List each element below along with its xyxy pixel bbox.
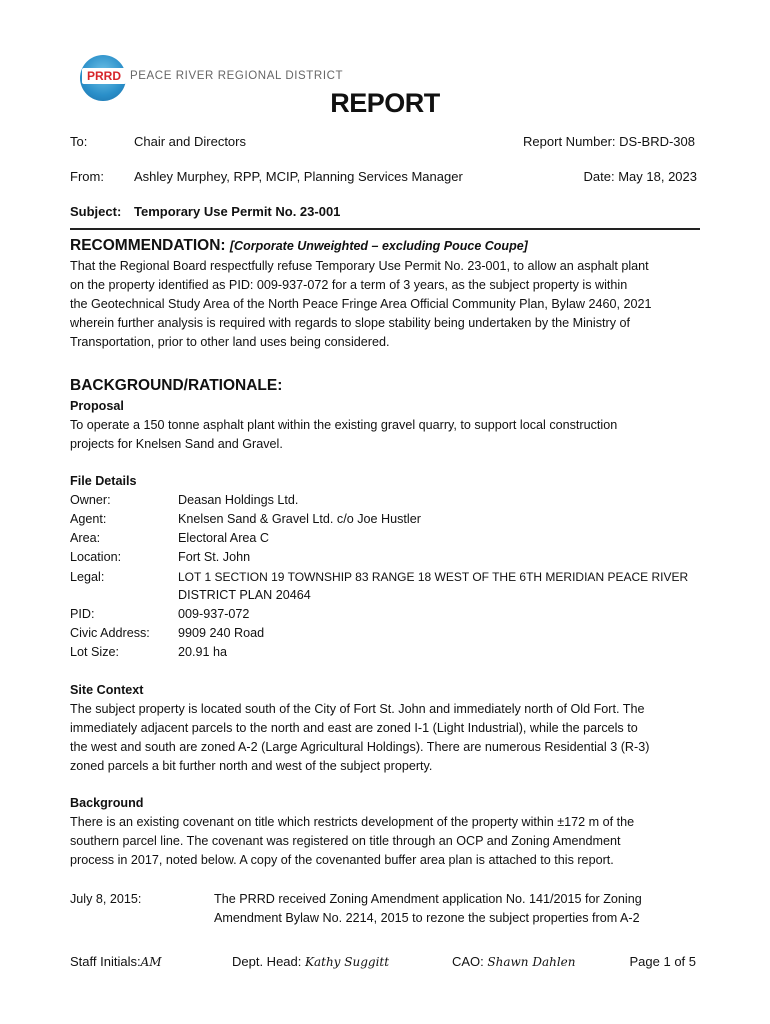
site-context-line: the west and south are zoned A-2 (Large Agricultural Holdings). There are numerous Residential 3 (R-3) [70,740,650,754]
subject-value: Temporary Use Permit No. 23-001 [134,204,341,219]
civic-address-label: Civic Address: [70,626,150,640]
location-value: Fort St. John [178,550,251,564]
proposal-line: To operate a 150 tonne asphalt plant within the existing gravel quarry, to support local construction [70,418,618,432]
dept-head [232,954,389,969]
background-line: process in 2017, noted below. A copy of the covenanted buffer area plan is attached to this report. [70,853,614,867]
staff-initials-signature: AM [140,955,162,969]
recommendation-line: Transportation, prior to other land uses being considered. [70,335,390,349]
pid-value: 009-937-072 [178,607,250,621]
to-value: Chair and Directors [134,134,246,149]
staff-initials-label: Staff Initials: [70,954,141,969]
pid-label: PID: [70,607,95,621]
org-name: PEACE RIVER REGIONAL DISTRICT [130,70,344,82]
legal-value: LOT 1 SECTION 19 TOWNSHIP 83 RANGE 18 WEST OF THE 6TH MERIDIAN PEACE RIVER [178,570,689,584]
background-heading: Background [70,796,144,810]
timeline-line: The PRRD received Zoning Amendment application No. 141/2015 for Zoning [214,892,642,906]
recommendation-line: That the Regional Board respectfully refuse Temporary Use Permit No. 23-001, to allow an asphalt plant [70,259,649,273]
recommendation-line: wherein further analysis is required with regards to slope stability being undertaken by the Ministry of [70,316,631,330]
timeline-date: July 8, 2015: [70,892,142,906]
site-context-line: immediately adjacent parcels to the north and east are zoned I-1 (Light Industrial), while the parcels to [70,721,638,735]
site-context-heading: Site Context [70,683,144,697]
site-context-line: zoned parcels a bit further north and west of the subject property. [70,759,433,773]
cao-signature: Shawn Dahlen [487,955,576,969]
proposal-heading: Proposal [70,399,124,413]
recommendation-title: RECOMMENDATION: [70,237,226,254]
site-context-line: The subject property is located south of the City of Fort St. John and immediately north of Old Fort. The [70,702,645,716]
area-value: Electoral Area C [178,531,269,545]
recommendation-heading [70,237,528,255]
file-details-heading: File Details [70,474,137,488]
cao [452,954,576,969]
report-date: Date: May 18, 2023 [583,169,697,184]
header-divider [70,228,700,230]
owner-label: Owner: [70,493,111,507]
dept-head-label: Dept. Head: [232,954,302,969]
from-label: From: [70,169,104,184]
page-number: Page 1 of 5 [629,954,696,969]
owner-value: Deasan Holdings Ltd. [178,493,299,507]
background-rationale-heading: BACKGROUND/RATIONALE: [70,377,283,394]
background-line: southern parcel line. The covenant was registered on title through an OCP and Zoning Amendment [70,834,621,848]
report-title: REPORT [330,88,440,118]
agent-value: Knelsen Sand & Gravel Ltd. c/o Joe Hustler [178,512,421,526]
background-line: There is an existing covenant on title which restricts development of the property within ±172 m of the [70,815,635,829]
cao-label: CAO: [452,954,484,969]
dept-head-signature: Kathy Suggitt [305,955,390,969]
legal-label: Legal: [70,570,105,584]
area-label: Area: [70,531,101,545]
recommendation-line: on the property identified as PID: 009-937-072 for a term of 3 years, as the subject property is within [70,278,628,292]
recommendation-note: [Corporate Unweighted – excluding Pouce Coupe] [229,239,528,253]
staff-initials [70,954,162,969]
prrd-logo-abbr: PRRD [82,68,126,84]
from-value: Ashley Murphey, RPP, MCIP, Planning Services Manager [134,169,463,184]
lot-size-label: Lot Size: [70,645,120,659]
proposal-line: projects for Knelsen Sand and Gravel. [70,437,283,451]
agent-label: Agent: [70,512,107,526]
subject-label: Subject: [70,204,122,219]
report-number: Report Number: DS-BRD-308 [523,134,695,149]
location-label: Location: [70,550,122,564]
recommendation-line: the Geotechnical Study Area of the North Peace Fringe Area Official Community Plan, Bylaw 2460, 2021 [70,297,652,311]
legal-value-cont: DISTRICT PLAN 20464 [178,588,311,602]
timeline-line: Amendment Bylaw No. 2214, 2015 to rezone the subject properties from A-2 [214,911,640,925]
civic-address-value: 9909 240 Road [178,626,265,640]
lot-size-value: 20.91 ha [178,645,228,659]
to-label: To: [70,134,88,149]
